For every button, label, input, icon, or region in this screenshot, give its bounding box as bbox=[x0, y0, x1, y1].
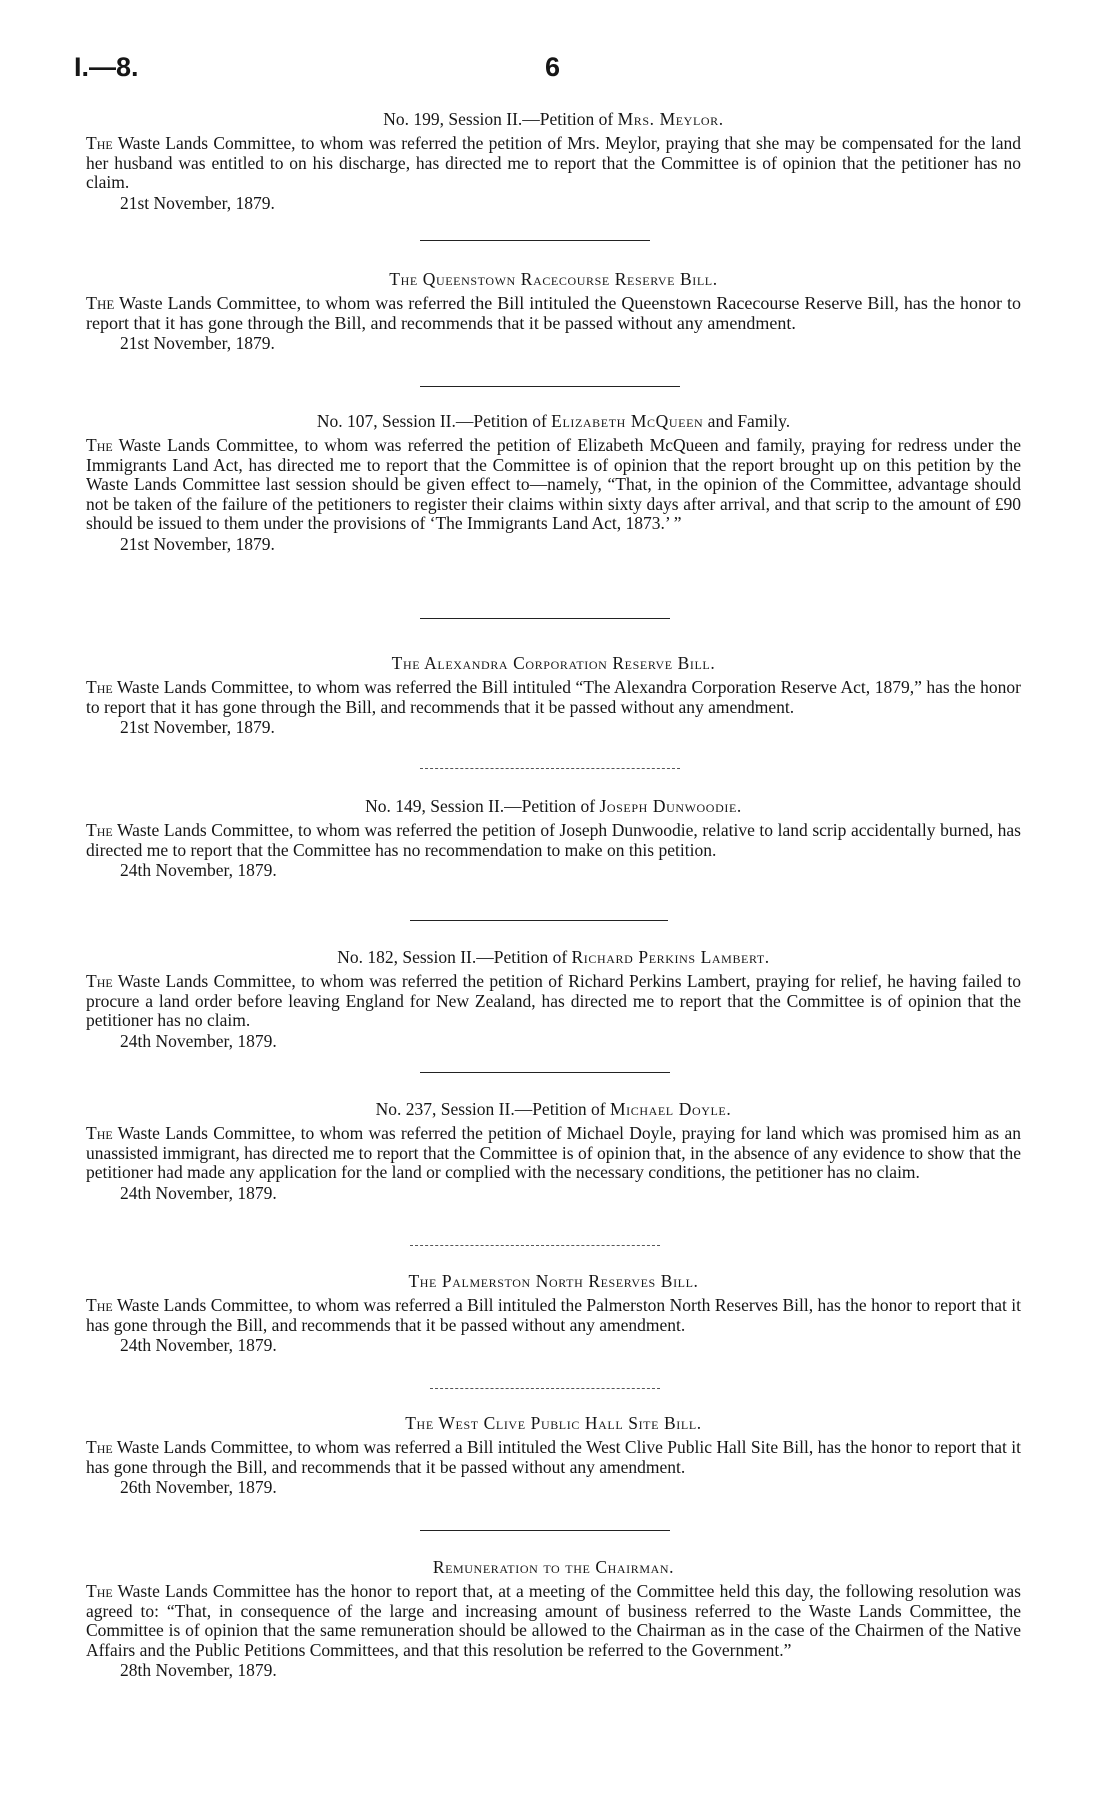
section-heading: No. 107, Session II.—Petition of Elizabeth McQueen and Family. bbox=[316, 411, 791, 431]
section-date: 24th November, 1879. bbox=[120, 1030, 277, 1051]
section-date: 21st November, 1879. bbox=[120, 533, 275, 554]
report-section-alexandra bbox=[86, 652, 1021, 737]
section-body: The Waste Lands Committee, to whom was referred the petition of Elizabeth McQueen and family, praying for redress under the Immigrants Land Act, has directed me to report that the Committee is of opinion that the report brought up on this petition by the Waste Lands Committee last session should be given effect to—namely, “That, in the opinion of the Committee, advantage should not be taken of the failure of the petitioners to register their claims within sixty days after arrival, and that scrip to the amount of £90 should be issued to them under the provisions of ‘The Immigrants Land Act, 1873.’ ” bbox=[86, 435, 1021, 533]
report-section-meylor bbox=[86, 108, 1021, 213]
section-body: The Waste Lands Committee has the honor to report that, at a meeting of the Committee held this day, the following resolution was agreed to: “That, in consequence of the large and increasing amount of business referred to the Waste Lands Committee, the Committee is of opinion that the same remuneration should be allowed to the Chairman as in the case of the Chairmen of the Native Affairs and the Public Petitions Committees, and that this resolution be referred to the Government.” bbox=[86, 1581, 1021, 1660]
section-heading: Remuneration to the Chairman. bbox=[432, 1557, 675, 1577]
section-body: The Waste Lands Committee, to whom was referred the Bill intituled “The Alexandra Corporation Reserve Act, 1879,” has the honor to report that it has gone through the Bill, and recommends that it be passed without any amendment. bbox=[86, 677, 1022, 717]
section-date: 21st November, 1879. bbox=[120, 717, 275, 737]
section-date: 21st November, 1879. bbox=[120, 192, 275, 213]
page-number: 6 bbox=[545, 52, 561, 82]
section-date: 24th November, 1879. bbox=[120, 860, 277, 880]
report-section-remuneration bbox=[86, 1556, 1021, 1680]
report-section-palmerston bbox=[86, 1270, 1021, 1355]
section-divider bbox=[420, 1530, 670, 1531]
section-date: 26th November, 1879. bbox=[120, 1477, 277, 1497]
section-heading: The Alexandra Corporation Reserve Bill. bbox=[391, 653, 716, 673]
section-divider bbox=[410, 1245, 660, 1246]
report-section-mcqueen bbox=[86, 410, 1021, 554]
section-heading: No. 182, Session II.—Petition of Richard Perkins Lambert. bbox=[337, 947, 770, 967]
report-section-doyle bbox=[86, 1098, 1021, 1203]
section-heading: The Queenstown Racecourse Reserve Bill. bbox=[389, 269, 718, 289]
section-heading: No. 237, Session II.—Petition of Michael Doyle. bbox=[375, 1099, 732, 1119]
section-divider bbox=[420, 1072, 670, 1073]
report-section-dunwoodie bbox=[86, 795, 1021, 880]
section-divider bbox=[420, 768, 680, 769]
section-body: The Waste Lands Committee, to whom was referred the petition of Richard Perkins Lambert, praying for relief, he having failed to procure a land order before leaving England for New Zealand, has directed me to report that the Committee is of opinion that the petitioner has no claim. bbox=[86, 971, 1022, 1030]
section-date: 24th November, 1879. bbox=[120, 1335, 277, 1355]
section-date: 24th November, 1879. bbox=[120, 1182, 277, 1203]
report-section-queenstown bbox=[86, 268, 1021, 353]
section-body: The Waste Lands Committee, to whom was referred the petition of Joseph Dunwoodie, relative to land scrip accidentally burned, has directed me to report that the Committee has no recommendation to make on this petition. bbox=[86, 820, 1021, 860]
section-date: 21st November, 1879. bbox=[120, 333, 275, 353]
section-divider bbox=[410, 920, 668, 921]
section-heading: The West Clive Public Hall Site Bill. bbox=[405, 1413, 702, 1433]
section-divider bbox=[430, 1388, 660, 1389]
section-body: The Waste Lands Committee, to whom was referred the petition of Michael Doyle, praying for land which was promised him as an unassisted immigrant, has directed me to report that the Committee is of opinion that, in the absence of any evidence to show that the petitioner had made any application for the land or complied with the necessary conditions, the petitioner has no claim. bbox=[86, 1123, 1022, 1182]
section-divider bbox=[420, 240, 650, 241]
paper-reference: I.—8. bbox=[74, 52, 139, 82]
section-divider bbox=[420, 618, 670, 619]
section-body: The Waste Lands Committee, to whom was referred the Bill intituled the Queenstown Racecourse Reserve Bill, has the honor to report that it has gone through the Bill, and recommends that it be passed without any amendment. bbox=[86, 293, 1021, 333]
section-heading: No. 149, Session II.—Petition of Joseph Dunwoodie. bbox=[365, 796, 742, 816]
section-body: The Waste Lands Committee, to whom was referred the petition of Mrs. Meylor, praying that she may be compensated for the land her husband was entitled to on his discharge, has directed me to report that the Committee is of opinion that the petitioner has no claim. bbox=[86, 133, 1022, 192]
section-heading: The Palmerston North Reserves Bill. bbox=[408, 1271, 699, 1291]
section-date: 28th November, 1879. bbox=[120, 1660, 277, 1680]
section-body: The Waste Lands Committee, to whom was referred a Bill intituled the Palmerston North Reserves Bill, has the honor to report that it has gone through the Bill, and recommends that it be passed without any amendment. bbox=[86, 1295, 1021, 1335]
section-body: The Waste Lands Committee, to whom was referred a Bill intituled the West Clive Public Hall Site Bill, has the honor to report that it has gone through the Bill, and recommends that it be passed without any amendment. bbox=[86, 1437, 1022, 1477]
section-divider bbox=[420, 386, 680, 387]
report-section-lambert bbox=[86, 946, 1021, 1051]
report-section-west-clive bbox=[86, 1412, 1021, 1497]
section-heading: No. 199, Session II.—Petition of Mrs. Meylor. bbox=[383, 109, 724, 129]
